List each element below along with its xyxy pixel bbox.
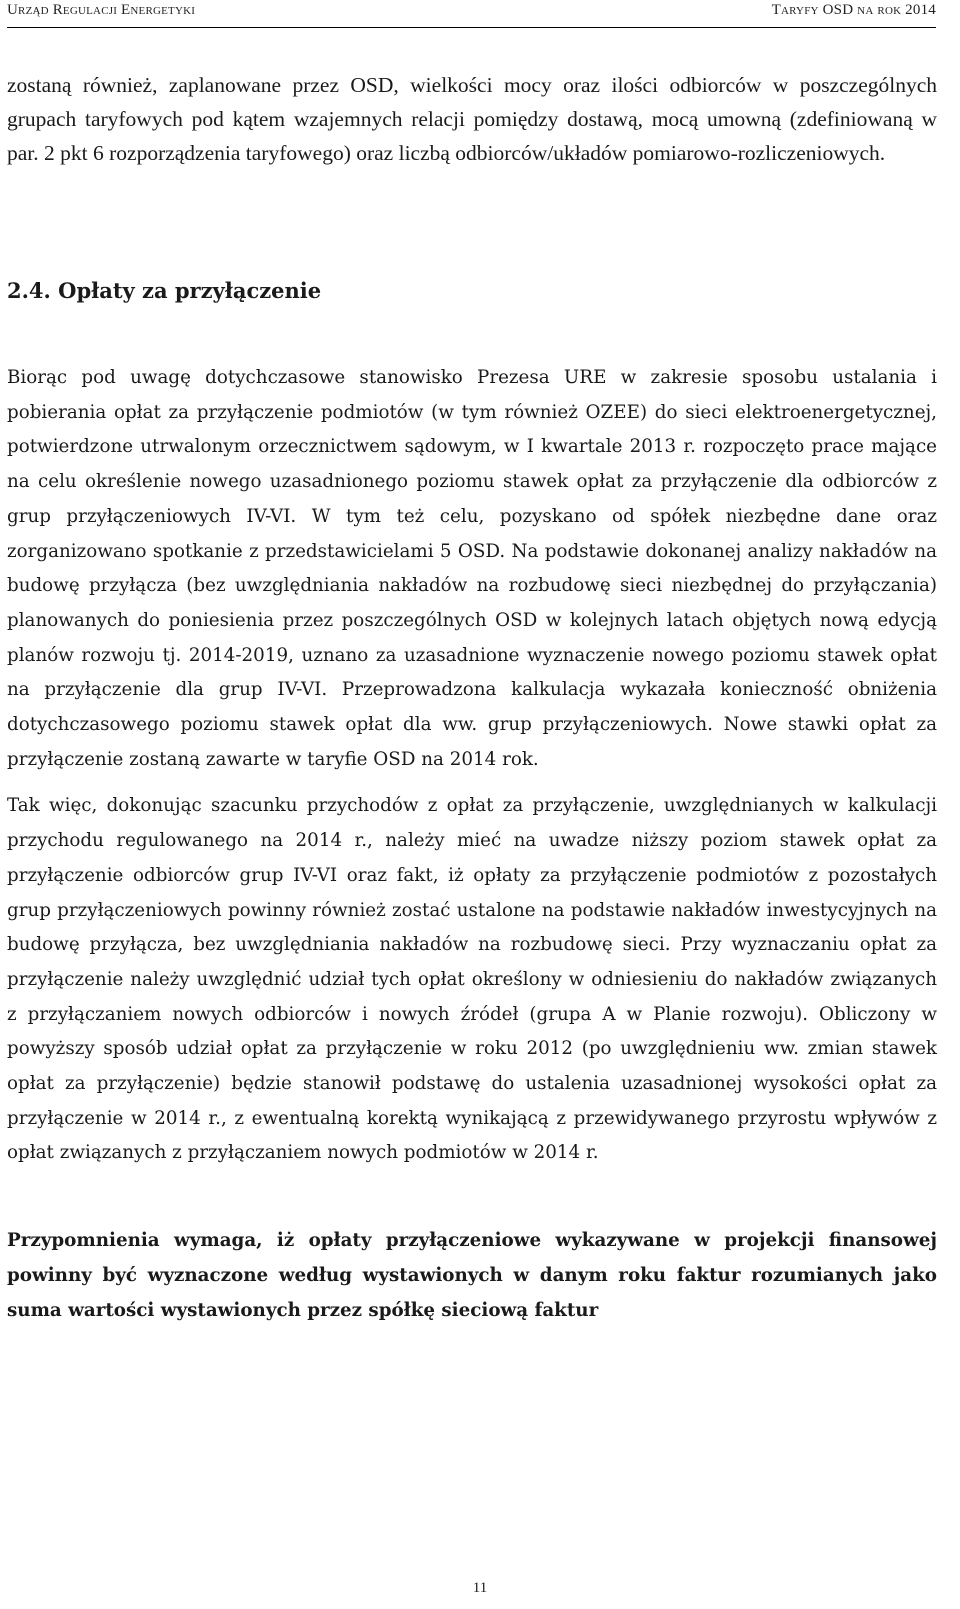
body-paragraph-3-bold: Przypomnienia wymaga, iż opłaty przyłączeniowe wykazywane w projekcji finansowej powinny być wyznaczone według wystawionych w danym roku faktur rozumianych jako suma wartości wystawionych przez spółkę sieciową faktur	[7, 1230, 937, 1321]
page-header	[0, 0, 960, 30]
body-paragraph-2: Tak więc, dokonując szacunku przychodów z opłat za przyłączenie, uwzględnianych w kalkulacji przychodu regulowanego na 2014 r., należy mieć na uwadze niższy poziom stawek opłat za przyłączenie odbiorców grup IV-VI oraz fakt, iż opłaty za przyłączenie podmiotów z pozostałych grup przyłączeniowych powinny również zostać ustalone na podstawie nakładów inwestycyjnych na budowę przyłącza, bez uwzględniania nakładów na rozbudowę sieci. Przy wyznaczaniu opłat za przyłączenie należy uwzględnić udział tych opłat określony w odniesieniu do nakładów związanych z przyłączaniem nowych odbiorców i nowych źródeł (grupa A w Planie rozwoju). Obliczony w powyższy sposób udział opłat za przyłączenie w roku 2012 (po uwzględnieniu ww. zmian stawek opłat za przyłączenie) będzie stanowił podstawę do ustalenia uzasadnionej wysokości opłat za przyłączenie w 2014 r., z ewentualną korektą wynikającą z przewidywanego przyrostu wpływów z opłat związanych z przyłączaniem nowych podmiotów w 2014 r.	[7, 795, 937, 1164]
intro-paragraph: zostaną również, zaplanowane przez OSD, wielkości mocy oraz ilości odbiorców w poszczególnych grupach taryfowych pod kątem wzajemnych relacji pomiędzy dostawą, mocą umowną (zdefiniowaną w par. 2 pkt 6 rozporządzenia taryfowego) oraz liczbą odbiorców/układów pomiarowo-rozliczeniowych.	[7, 73, 937, 165]
header-left-title: Urząd Regulacji Energetyki	[7, 2, 196, 18]
page-number: 11	[472, 1580, 488, 1596]
header-divider	[7, 27, 936, 28]
header-right-title: Taryfy OSD na rok 2014	[771, 2, 936, 18]
document-body	[7, 68, 937, 1328]
section-heading: 2.4. Opłaty za przyłączenie	[7, 278, 322, 303]
body-paragraph-1: Biorąc pod uwagę dotychczasowe stanowisko Prezesa URE w zakresie sposobu ustalania i pobierania opłat za przyłączenie podmiotów (w tym również OZEE) do sieci elektroenergetycznej, potwierdzone utrwalonym orzecznictwem sądowym, w I kwartale 2013 r. rozpoczęto prace mające na celu określenie nowego uzasadnionego poziomu stawek opłat za przyłączenie dla odbiorców z grup przyłączeniowych IV-VI. W tym też celu, pozyskano od spółek niezbędne dane oraz zorganizowano spotkanie z przedstawicielami 5 OSD. Na podstawie dokonanej analizy nakładów na budowę przyłącza (bez uwzględniania nakładów na rozbudowę sieci niezbędnej do przyłączania) planowanych do poniesienia przez poszczególnych OSD w kolejnych latach objętych nową edycją planów rozwoju tj. 2014-2019, uznano za uzasadnione wyznaczenie nowego poziomu stawek opłat na przyłączenie dla grup IV-VI. Przeprowadzona kalkulacja wykazała konieczność obniżenia dotychczasowego poziomu stawek opłat dla ww. grup przyłączeniowych. Nowe stawki opłat za przyłączenie zostaną zawarte w taryfie OSD na 2014 rok.	[7, 367, 937, 770]
